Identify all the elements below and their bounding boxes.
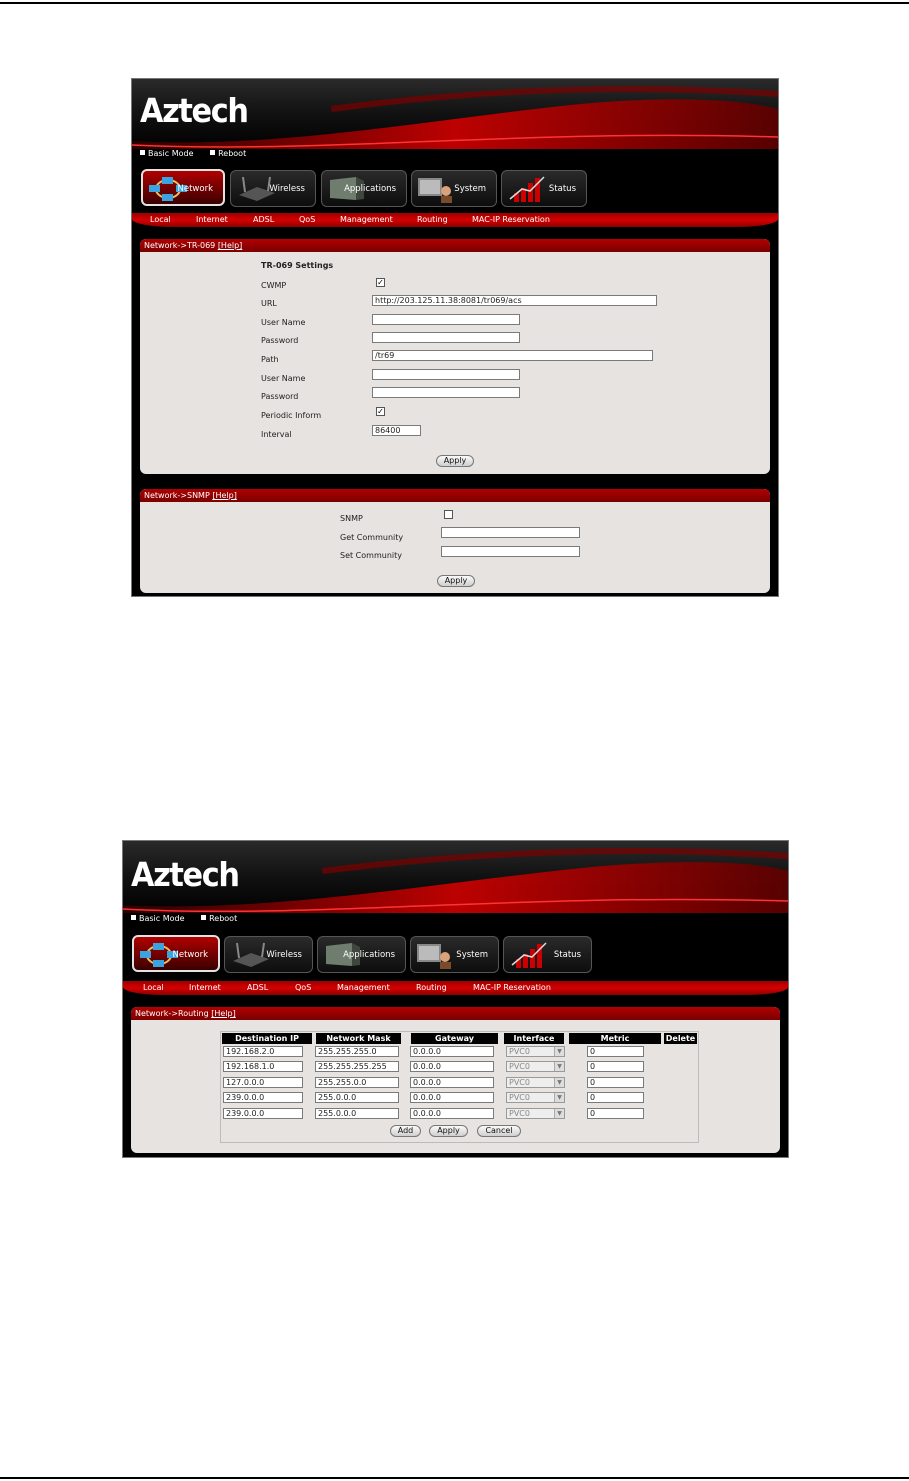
submenu-adsl[interactable]: ADSL	[247, 983, 269, 992]
top-links	[140, 149, 260, 158]
get-community-input[interactable]	[441, 527, 580, 538]
help-link[interactable]: [Help]	[211, 1009, 236, 1018]
destination-ip-input[interactable]: 192.168.1.0	[223, 1061, 303, 1072]
submenu-management[interactable]: Management	[340, 215, 393, 224]
path-input[interactable]: /tr69	[372, 350, 653, 361]
col-header-delete: Delete	[665, 1034, 696, 1043]
tr069-panel	[140, 239, 770, 474]
nav-system[interactable]	[411, 170, 497, 207]
metric-input[interactable]: 0	[587, 1077, 644, 1088]
set-community-label: Set Community	[340, 551, 402, 560]
bullet-icon	[140, 150, 145, 155]
help-link[interactable]: [Help]	[217, 241, 243, 250]
header	[132, 79, 778, 227]
destination-ip-input[interactable]: 239.0.0.0	[223, 1108, 303, 1119]
snmp-label: SNMP	[340, 514, 363, 523]
destination-ip-input[interactable]: 239.0.0.0	[223, 1092, 303, 1103]
col-header-network-mask: Network Mask	[316, 1033, 401, 1044]
get-community-label: Get Community	[340, 533, 404, 542]
col-header-metric: Metric	[569, 1033, 661, 1044]
gateway-input[interactable]: 0.0.0.0	[410, 1077, 494, 1088]
add-button[interactable]: Add	[390, 1125, 421, 1137]
network-mask-input[interactable]: 255.255.255.255	[315, 1061, 399, 1072]
nav-label: Status	[548, 184, 576, 194]
bullet-icon	[131, 915, 136, 920]
nav-label: System	[454, 184, 486, 194]
routing-table	[220, 1031, 699, 1143]
basic-mode-link[interactable]: Basic Mode	[131, 914, 185, 923]
network-mask-input[interactable]: 255.255.0.0	[315, 1077, 399, 1088]
nav-network[interactable]	[141, 169, 225, 206]
submenu-routing[interactable]: Routing	[416, 983, 447, 992]
reboot-link[interactable]: Reboot	[201, 914, 237, 923]
brand-logo: Aztech	[131, 855, 239, 894]
nav-system[interactable]	[410, 936, 499, 973]
system-icon	[416, 175, 458, 203]
interface-select[interactable]: PVC0 ▼	[506, 1092, 565, 1103]
network-mask-input[interactable]: 255.0.0.0	[315, 1092, 399, 1103]
network-mask-input[interactable]: 255.255.255.0	[315, 1046, 399, 1057]
screenshot-routing	[122, 840, 789, 1158]
nav-label: System	[456, 950, 488, 960]
set-community-input[interactable]	[441, 546, 580, 557]
cancel-button[interactable]: Cancel	[477, 1125, 521, 1137]
metric-input[interactable]: 0	[587, 1046, 644, 1057]
cwmp-checkbox[interactable]: ✓	[377, 278, 384, 287]
router-icon	[229, 941, 271, 969]
password-label: Password	[261, 336, 299, 345]
submenu-adsl[interactable]: ADSL	[253, 215, 275, 224]
bullet-icon	[210, 150, 215, 155]
submenu-mac-ip-reservation[interactable]: MAC-IP Reservation	[472, 215, 550, 224]
network-mask-input[interactable]: 255.0.0.0	[315, 1108, 399, 1119]
url-label: URL	[261, 299, 277, 308]
interface-select[interactable]: PVC0 ▼	[506, 1061, 565, 1072]
interface-select[interactable]: PVC0 ▼	[506, 1046, 565, 1057]
nav-label: Network	[172, 950, 208, 960]
interface-select[interactable]: PVC0 ▼	[506, 1108, 565, 1119]
chevron-down-icon: ▼	[554, 1062, 564, 1071]
panel-title: Network->SNMP [Help]	[140, 489, 770, 502]
user-name-input[interactable]	[372, 314, 520, 325]
panel-title: Network->TR-069 [Help]	[140, 239, 770, 252]
password-input[interactable]	[372, 332, 520, 343]
gateway-input[interactable]: 0.0.0.0	[410, 1046, 494, 1057]
nav-applications[interactable]	[321, 170, 407, 207]
submenu-qos[interactable]: QoS	[295, 983, 312, 992]
user-name-label: User Name	[261, 318, 306, 327]
user-name-label-2: User Name	[261, 374, 306, 383]
submenu-qos[interactable]: QoS	[299, 215, 316, 224]
nav-label: Status	[553, 950, 581, 960]
status-chart-icon	[508, 941, 550, 969]
chevron-down-icon: ▼	[554, 1047, 564, 1056]
chevron-down-icon: ▼	[554, 1078, 564, 1087]
top-links	[131, 914, 251, 923]
col-header-interface: Interface	[504, 1033, 564, 1044]
col-header-destination-ip: Destination IP	[222, 1033, 312, 1044]
submenu-management[interactable]: Management	[337, 983, 390, 992]
periodic-inform-checkbox[interactable]: ✓	[377, 407, 384, 416]
panel-title: Network->Routing [Help]	[131, 1007, 780, 1020]
submenu-local[interactable]: Local	[143, 983, 164, 992]
apply-button[interactable]: Apply	[436, 455, 474, 467]
apply-button[interactable]: Apply	[437, 575, 475, 587]
gateway-input[interactable]: 0.0.0.0	[410, 1108, 494, 1119]
path-label: Path	[261, 355, 279, 364]
submenu-local[interactable]: Local	[150, 215, 171, 224]
nav-wireless[interactable]	[224, 936, 313, 973]
user-name-input-2[interactable]	[372, 369, 520, 380]
status-chart-icon	[506, 175, 548, 203]
submenu-bar	[132, 213, 778, 227]
submenu-routing[interactable]: Routing	[417, 215, 448, 224]
interval-input[interactable]: 86400	[372, 425, 421, 436]
system-icon	[415, 941, 457, 969]
destination-ip-input[interactable]: 192.168.2.0	[223, 1046, 303, 1057]
nav-applications[interactable]	[317, 936, 406, 973]
bullet-icon	[201, 915, 206, 920]
snmp-checkbox[interactable]	[444, 510, 453, 519]
submenu-internet[interactable]: Internet	[196, 215, 228, 224]
gateway-input[interactable]: 0.0.0.0	[410, 1092, 494, 1103]
page-top-rule	[0, 2, 909, 4]
nav-network[interactable]	[132, 935, 220, 972]
nav-status[interactable]	[503, 936, 592, 973]
nav-label: Applications	[344, 184, 396, 194]
metric-input[interactable]: 0	[587, 1061, 644, 1072]
password-label-2: Password	[261, 392, 299, 401]
metric-input[interactable]: 0	[587, 1092, 644, 1103]
nav-status[interactable]	[501, 170, 587, 207]
nav-label: Network	[177, 184, 213, 194]
interval-label: Interval	[261, 430, 292, 439]
nav-wireless[interactable]	[230, 170, 316, 207]
submenu-bar	[123, 981, 788, 995]
brand-logo: Aztech	[140, 91, 248, 130]
periodic-inform-label: Periodic Inform	[261, 411, 322, 420]
page-bottom-rule	[0, 1477, 909, 1479]
nav-label: Wireless	[266, 950, 302, 960]
screenshot-tr069	[131, 78, 779, 597]
header	[123, 841, 788, 996]
reboot-link[interactable]: Reboot	[210, 149, 246, 158]
submenu-internet[interactable]: Internet	[189, 983, 221, 992]
snmp-panel	[140, 489, 770, 593]
password-input-2[interactable]	[372, 387, 520, 398]
cwmp-label: CWMP	[261, 281, 287, 290]
nav-label: Wireless	[269, 184, 305, 194]
basic-mode-link[interactable]: Basic Mode	[140, 149, 194, 158]
routing-panel	[131, 1007, 780, 1153]
url-input[interactable]: http://203.125.11.38:8081/tr069/acs	[372, 295, 657, 306]
destination-ip-input[interactable]: 127.0.0.0	[223, 1077, 303, 1088]
chevron-down-icon: ▼	[554, 1093, 564, 1102]
submenu-mac-ip-reservation[interactable]: MAC-IP Reservation	[473, 983, 551, 992]
section-heading: TR-069 Settings	[261, 261, 334, 270]
chevron-down-icon: ▼	[554, 1109, 564, 1118]
nav-label: Applications	[343, 950, 395, 960]
col-header-gateway: Gateway	[411, 1033, 498, 1044]
interface-select[interactable]: PVC0 ▼	[506, 1077, 565, 1088]
help-link[interactable]: [Help]	[212, 491, 237, 500]
metric-input[interactable]: 0	[587, 1108, 644, 1119]
gateway-input[interactable]: 0.0.0.0	[410, 1061, 494, 1072]
apply-button[interactable]: Apply	[429, 1125, 468, 1137]
